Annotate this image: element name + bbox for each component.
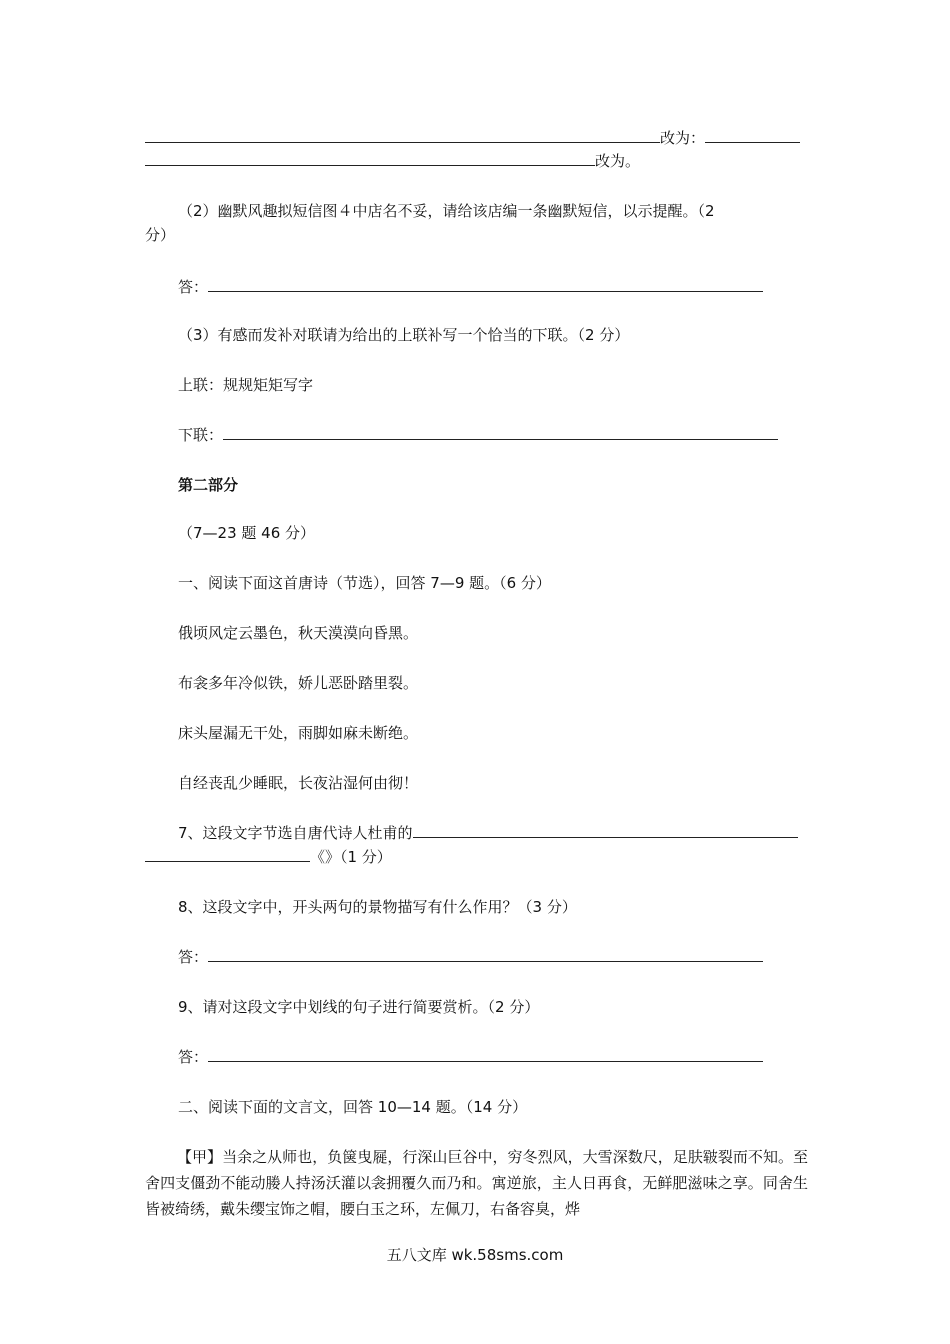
part2-range: （7—23 题 46 分） [178,524,316,542]
q6-part2-text-cont: 分） [145,226,176,244]
answer-blank[interactable] [413,823,798,838]
upper-couplet: 上联：规规矩矩写字 [178,376,314,394]
part2-title: 第二部分 [178,476,239,494]
q8-answer-line: 答： [178,946,763,968]
answer-blank[interactable] [145,847,310,862]
poem-line: 布衾多年冷似铁，娇儿恶卧踏里裂。 [178,674,419,692]
answer-blank[interactable] [705,128,800,143]
answer-blank[interactable] [145,128,660,143]
answer-blank[interactable] [208,947,763,962]
q9-text: 9、请对这段文字中划线的句子进行简要赏析。（2 分） [178,998,540,1016]
answer-blank[interactable] [145,151,595,166]
q7-line2: 《》（1 分） [145,846,392,868]
poem-line: 俄顷风定云墨色，秋天漠漠向昏黑。 [178,624,419,642]
poem-line: 自经丧乱少睡眠，长夜沾湿何由彻！ [178,774,419,792]
classical-passage: 【甲】当余之从师也，负箧曳屣，行深山巨谷中，穷冬烈风，大雪深数尺，足肤皲裂而不知。至舍四支僵劲不能动媵人持汤沃灌以衾拥覆久而乃和。寓逆旅，主人日再食，无鲜肥滋味之享。同舍生皆被绮绣，戴朱缨宝饰之帽，腰白玉之环，左佩刀，右备容臭，烨 [145,1148,808,1218]
answer-blank[interactable] [208,277,763,292]
q6-answer-line: 答： [178,276,763,298]
section1-instruction: 一、阅读下面这首唐诗（节选），回答 7—9 题。（6 分） [178,574,551,592]
q6-line1: 改为： [145,127,800,149]
q9-answer-line: 答： [178,1046,763,1068]
q8-text: 8、这段文字中，开头两句的景物描写有什么作用？（3 分） [178,898,577,916]
section2-instruction: 二、阅读下面的文言文，回答 10—14 题。（14 分） [178,1098,528,1116]
q6-line2: 改为。 [145,150,640,172]
answer-blank[interactable] [208,1047,763,1062]
q6-part2-text: （2）幽默风趣拟短信图４中店名不妥，请给该店编一条幽默短信，以示提醒。（2 [178,202,715,220]
answer-blank[interactable] [223,425,778,440]
footer-source: 五八文库 wk.58sms.com [386,1246,564,1264]
q6-part3-text: （3）有感而发补对联请为给出的上联补写一个恰当的下联。（2 分） [178,326,630,344]
q7-line1: 7、这段文字节选自唐代诗人杜甫的 [178,822,798,844]
lower-couplet-line: 下联： [178,424,778,446]
poem-line: 床头屋漏无干处，雨脚如麻未断绝。 [178,724,419,742]
